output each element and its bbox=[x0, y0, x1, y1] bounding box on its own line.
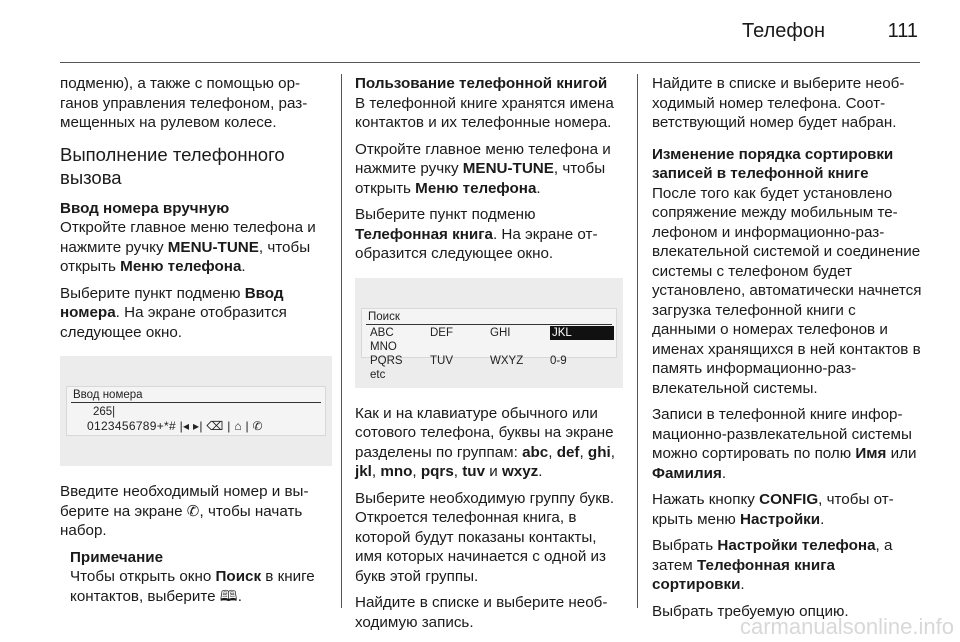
subsection-heading: Пользование телефонной книгой bbox=[355, 75, 608, 92]
letter-group: PQRS bbox=[370, 354, 403, 367]
knob-name: MENU-TUNE bbox=[462, 160, 554, 177]
paragraph: В телефонной книге хранятся имена контактов и их телефонные номера. bbox=[355, 94, 614, 131]
letter-group-grid bbox=[370, 326, 616, 382]
column-divider bbox=[341, 74, 342, 608]
letter-group: 0-9 bbox=[550, 354, 567, 367]
search-screen-image bbox=[355, 278, 623, 388]
intro-paragraph: подменю), а также с помощью органов управления телефоном, размещенных на рулевом колесе. bbox=[60, 75, 308, 131]
section-heading: Выполнение телефонного вызова bbox=[60, 143, 285, 188]
column-3 bbox=[652, 74, 922, 628]
dial-keys: 0123456789+*# |◂ ▸| ⌫ | ⌂ | ✆ bbox=[87, 419, 263, 433]
search-window-name: Поиск bbox=[215, 568, 262, 585]
paragraph: Выбрать требуемую опцию. bbox=[652, 602, 849, 620]
column-2 bbox=[355, 74, 623, 639]
dial-display bbox=[66, 386, 326, 436]
button-name: CONFIG bbox=[759, 491, 819, 508]
page-number: 111 bbox=[887, 20, 918, 42]
letter-group: MNO bbox=[370, 340, 397, 353]
knob-name: MENU-TUNE bbox=[167, 238, 259, 256]
letter-group: WXYZ bbox=[490, 354, 524, 367]
column-1 bbox=[60, 74, 332, 613]
paragraph: Как и на клавиатуре обычного или сотового телефона, буквы на экране разделены по группам: abc, def, ghi, jkl, mno, pqrs, tuv и wxyz. bbox=[355, 404, 615, 480]
paragraph: После того как будет установлено сопряжение между мобильным телефоном и информационно-развлекательной системой и соединение системы с телефоном будет установлено, автоматически начнется загрузка телефонной книги с данными о номерах телефонов и именах хранящихся в ней контактов в память информационно-развлекательной системы. bbox=[652, 184, 922, 397]
paragraph: Выбрать Настройки телефона, а затем Телефонная книга сортировки. bbox=[652, 537, 893, 593]
letter-group: DEF bbox=[430, 326, 453, 339]
note-block bbox=[70, 548, 332, 607]
subsection-heading: Изменение порядка сортировки записей в телефонной книге bbox=[652, 145, 894, 182]
paragraph: Выберите необходимую группу букв. Откроется телефонная книга, в которой будут показаны контакты, имя которых начинается с одной из букв этой группы. bbox=[355, 489, 615, 585]
dial-screen-image bbox=[60, 356, 332, 466]
letter-group: TUV bbox=[430, 354, 453, 367]
search-screen-title: Поиск bbox=[368, 310, 400, 323]
dial-screen-title: Ввод номера bbox=[73, 389, 143, 401]
paragraph: Выберите пункт подменю Ввод номера. На экране отобразится следующее окно. bbox=[60, 284, 287, 341]
letter-row bbox=[370, 326, 616, 354]
paragraph: Откройте главное меню телефона и нажмите ручку MENU-TUNE, чтобы открыть Меню телефона. bbox=[355, 140, 611, 197]
divider bbox=[366, 324, 612, 325]
paragraph: Откройте главное меню телефона и нажмите ручку MENU-TUNE, чтобы открыть Меню телефона. bbox=[60, 219, 316, 275]
page-title: Телефон bbox=[742, 20, 825, 42]
divider bbox=[71, 402, 321, 403]
column-divider bbox=[637, 74, 638, 608]
paragraph: Записи в телефонной книге информационно-развлекательной системы можно сортировать по полю Имя или Фамилия. bbox=[652, 406, 917, 482]
watermark: carmanualsonline.info bbox=[739, 614, 954, 639]
search-display bbox=[361, 308, 617, 381]
note-text: Чтобы открыть окно Поиск в книге контактов, выберите 🕮. bbox=[70, 568, 315, 605]
paragraph: Нажать кнопку CONFIG, чтобы открыть меню Настройки. bbox=[652, 491, 894, 528]
submenu-name: Телефонная книга bbox=[355, 225, 493, 243]
paragraph: Введите необходимый номер и выберите на экране ✆, чтобы начать набор. bbox=[60, 483, 309, 539]
letter-row bbox=[370, 354, 616, 382]
letter-group-selected: JKL bbox=[550, 326, 610, 340]
letter-group: ABC bbox=[370, 326, 394, 339]
paragraph: Найдите в списке и выберите необходимый номер телефона. Соответствующий номер будет набран. bbox=[652, 75, 905, 131]
menu-name: Меню телефона bbox=[415, 179, 537, 197]
letter-group: etc bbox=[370, 368, 386, 381]
menu-name: Меню телефона bbox=[120, 258, 242, 275]
dial-number: 265| bbox=[93, 406, 116, 418]
submenu-name: Ввод номера bbox=[60, 284, 284, 321]
letter-group: GHI bbox=[490, 326, 511, 339]
page-header bbox=[60, 0, 920, 63]
subsection-heading: Ввод номера вручную bbox=[60, 199, 230, 217]
phone-handset-icon: ✆ bbox=[186, 502, 200, 520]
note-title: Примечание bbox=[70, 548, 164, 566]
paragraph: Найдите в списке и выберите необходимую запись. bbox=[355, 594, 608, 631]
paragraph: Выберите пункт подменю Телефонная книга. На экране отобразится следующее окно. bbox=[355, 206, 598, 262]
phonebook-icon: 🕮 bbox=[219, 587, 238, 605]
